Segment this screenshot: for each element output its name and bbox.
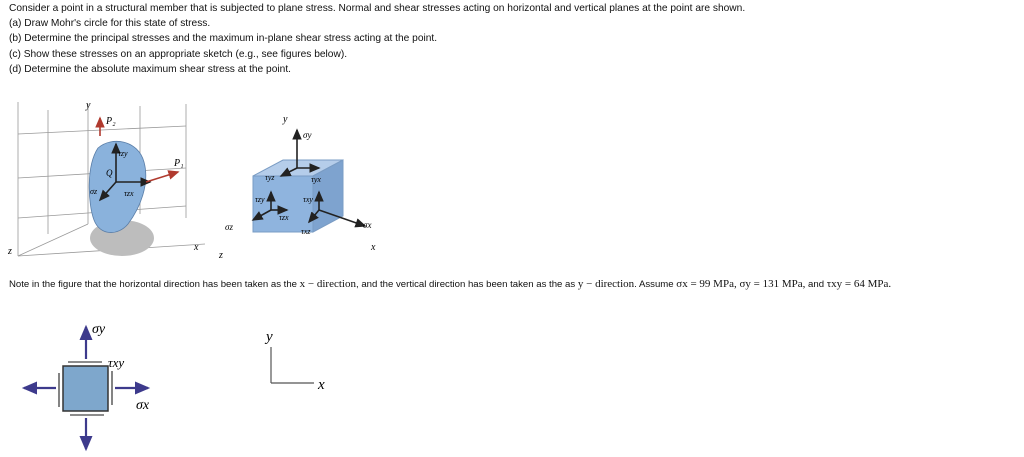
xy-axes-figure [258,325,338,395]
fig3-sigma-y-label: σy [92,322,106,337]
p1-label: P₁ [174,158,184,169]
fig1-y-label: y [86,100,91,111]
sigma-x-value: σx = 99 MPa, [676,278,740,290]
sigma-y-value: σy = 131 MPa, [739,278,806,290]
part-a: (a) Draw Mohr's circle for this state of stress. [9,18,211,30]
fig2-x-label: x [371,242,376,253]
problem-intro: Consider a point in a structural member that is subjected to plane stress. Normal and shear stresses acting on horizontal and vertical planes at the point are shown. [9,3,746,14]
fig2-sz-label: σz [225,222,233,232]
body-principal-directions-figure [0,96,215,271]
problem-statement [9,1,745,77]
point-q-label: Q [106,168,113,178]
fig3-sigma-x-label: σx [136,398,150,413]
fig2-y-label: y [283,114,288,125]
note-y-direction: y − direction [577,278,635,290]
fig1-sz-label: σz [90,187,98,196]
fig1-z-label: z [8,246,12,257]
fig3-tau-xy-label: τxy [108,355,125,370]
fig2-tzy-label: τzy [255,195,265,204]
note-text-3: . Assume [634,279,677,290]
part-c: (c) Show these stresses on an appropriate sketch (e.g., see figures below). [9,48,348,60]
fig1-x-label: x [194,242,199,253]
stress-cube-figure [215,110,385,260]
fig2-sx-label: σx [363,220,372,230]
fig2-tyz-label: τyz [265,173,275,182]
part-d: (d) Determine the absolute maximum shear stress at the point. [9,63,291,75]
part-b: (b) Determine the principal stresses and the maximum in-plane shear stress acting at the point. [9,33,438,45]
note-and: and [805,279,827,290]
fig4-x-label: x [318,377,325,393]
fig2-sy-label: σy [303,130,312,140]
fig2-tzx-label: τzx [279,213,289,222]
fig4-y-label: y [266,329,273,345]
fig2-txz-label: τxz [301,227,311,236]
plane-stress-element-figure [20,315,170,457]
fig2-z-label: z [219,250,223,260]
stress-element-square [63,366,108,411]
p1-arrow [146,172,178,182]
tau-xy-value: τxy = 64 MPa. [826,278,892,290]
fig1-tzy-label: τzy [118,149,128,158]
note-x-direction: x − direction [299,278,356,290]
fig2-tyx-label: τyx [311,175,321,184]
fig1-tzx-label: τzx [124,189,134,198]
note-text-2: , and the vertical direction has been taken as the as [355,279,578,290]
assumption-note [9,278,891,290]
p2-label: P₂ [106,116,116,127]
fig2-txy-label: τxy [303,195,313,204]
note-text-1: Note in the figure that the horizontal direction has been taken as the [9,279,300,290]
cube-front-face [253,176,313,232]
